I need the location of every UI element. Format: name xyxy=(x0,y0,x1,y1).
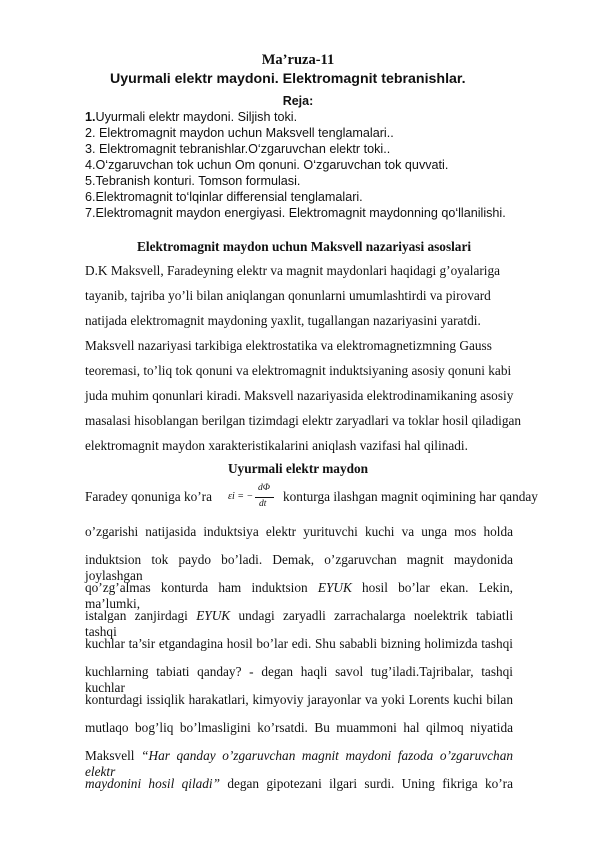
emf-symbol: εi = − xyxy=(228,491,254,502)
paragraph-line: masalasi hisoblangan berilgan tizimdagi elektr zaryadlari va toklar hosil qiladigan xyxy=(85,413,522,428)
emphasis-text: “Har qanday o’zgaruvchan magnit maydoni fazoda o’zgaruvchan elektr xyxy=(85,748,513,779)
line-text: degan gipotezani ilgari surdi. Uning fikriga ko’ra xyxy=(220,776,513,791)
lecture-subtitle: Uyurmali elektr maydoni. Elektromagnit tebranishlar. xyxy=(110,71,466,87)
line-text: hosil bo’lar ekan. Lekin, ma’lumki, xyxy=(85,580,513,611)
paragraph-line xyxy=(85,692,513,708)
fraction-denominator: dt xyxy=(259,499,267,509)
plan-item-number: 1. xyxy=(85,110,96,124)
plan-item-text: Tebranish konturi. Tomson formulasi. xyxy=(95,174,301,188)
line-text: konturdagi issiqlik harakatlari, kimyoviy jarayonlar va yoki Lorents kuchi bilan xyxy=(85,692,513,707)
paragraph-line: D.K Maksvell, Faradeyning elektr va magnit maydonlari haqidagi g’oyalariga xyxy=(85,263,501,278)
paragraph-line: Maksvell nazariyasi tarkibiga elektrostatika va elektromagnetizmning Gauss xyxy=(85,338,492,353)
section-heading: Uyurmali elektr maydon xyxy=(227,461,369,476)
plan-item xyxy=(85,142,390,156)
formula-prefix: Faradey qonuniga ko’ra xyxy=(85,489,213,504)
line-text: induktsion tok paydo bo’ladi. Demak, o’zgaruvchan magnit maydonida joylashgan xyxy=(85,552,513,583)
section-heading: Elektromagnit maydon uchun Maksvell nazariyasi asoslari xyxy=(137,239,472,254)
plan-heading: Reja: xyxy=(282,94,314,108)
paragraph-line: natijada elektromagnit maydoning yaxlit, tugallangan nazariyasini yaratdi. xyxy=(85,313,481,328)
plan-item-number: 4. xyxy=(85,158,96,172)
line-text: istalgan zanjirdagi xyxy=(85,608,197,623)
plan-item xyxy=(85,174,300,188)
paragraph-line xyxy=(85,720,513,736)
plan-item-number: 6. xyxy=(85,190,96,204)
plan-item xyxy=(85,126,394,140)
fraction-numerator: dΦ xyxy=(258,483,270,493)
plan-item-number: 7. xyxy=(85,206,96,220)
paragraph-line: juda muhim qonunlari kiradi. Maksvell nazariyasida elektrodinamikaning asosiy xyxy=(85,388,514,403)
plan-item-text: Elektromagnit tebranishlar.O‘zgaruvchan elektr toki.. xyxy=(95,142,391,156)
formula-suffix: konturga ilashgan magnit oqimining har qanday xyxy=(283,489,538,504)
paragraph-line: elektromagnit maydon xarakteristikalarini aniqlash vazifasi hal qilinadi. xyxy=(85,438,468,453)
lecture-title: Ma’ruza-11 xyxy=(261,52,335,68)
plan-item-number: 5. xyxy=(85,174,96,188)
line-text: mutlaqo bog’liq bo’lmasligini ko’rsatdi. Bu muammoni hal qilmoq niyatida xyxy=(85,720,513,735)
paragraph-line xyxy=(85,776,513,792)
line-text: kuchlar ta’sir etgandagina hosil bo’lar edi. Shu sababli bizning holimizda tashqi xyxy=(85,636,513,651)
line-text: kuchlarning tabiati qanday? - degan haqli savol tug’iladi.Tajribalar, tashqi kuchlar xyxy=(85,664,513,695)
plan-item-number: 3. xyxy=(85,142,96,156)
paragraph-line: teoremasi, to’liq tok qonuni va elektromagnit induktsiyaning asosiy qonuni kabi xyxy=(85,363,512,378)
plan-item-text: Elektromagnit maydon energiyasi. Elektromagnit maydonning qo‘llanilishi. xyxy=(95,206,506,220)
paragraph-line xyxy=(85,636,513,652)
plan-item xyxy=(85,190,363,204)
line-text: Maksvell xyxy=(85,748,142,763)
line-text: undagi zaryadli zarrachalarga noelektrik tabiatli tashqi xyxy=(85,608,514,639)
plan-item-text: Uyurmali elektr maydoni. Siljish toki. xyxy=(95,110,298,124)
plan-item xyxy=(85,158,448,172)
emphasis-text: maydonini hosil qiladi” xyxy=(85,776,221,791)
emphasis-text: EYUK xyxy=(317,580,352,595)
plan-item xyxy=(85,110,297,124)
emphasis-text: EYUK xyxy=(196,608,231,623)
plan-item-text: Elektromagnit maydon uchun Maksvell tenglamalari.. xyxy=(95,126,394,140)
plan-item-number: 2. xyxy=(85,126,96,140)
plan-item-text: Elektromagnit to‘lqinlar differensial tenglamalari. xyxy=(95,190,363,204)
line-text: qo’zg’almas konturda ham induktsion xyxy=(85,580,318,595)
plan-item-text: O‘zgaruvchan tok uchun Om qonuni. O‘zgaruvchan tok quvvati. xyxy=(95,158,449,172)
plan-item xyxy=(85,206,506,220)
paragraph-line: tayanib, tajriba yo’li bilan aniqlangan qonunlarni umumlashtirdi va pirovard xyxy=(85,288,491,303)
fraction-bar xyxy=(255,497,274,498)
line-text: o’zgarishi natijasida induktsiya elektr yurituvchi kuchi va unga mos holda xyxy=(85,524,513,539)
paragraph-line xyxy=(85,524,513,540)
